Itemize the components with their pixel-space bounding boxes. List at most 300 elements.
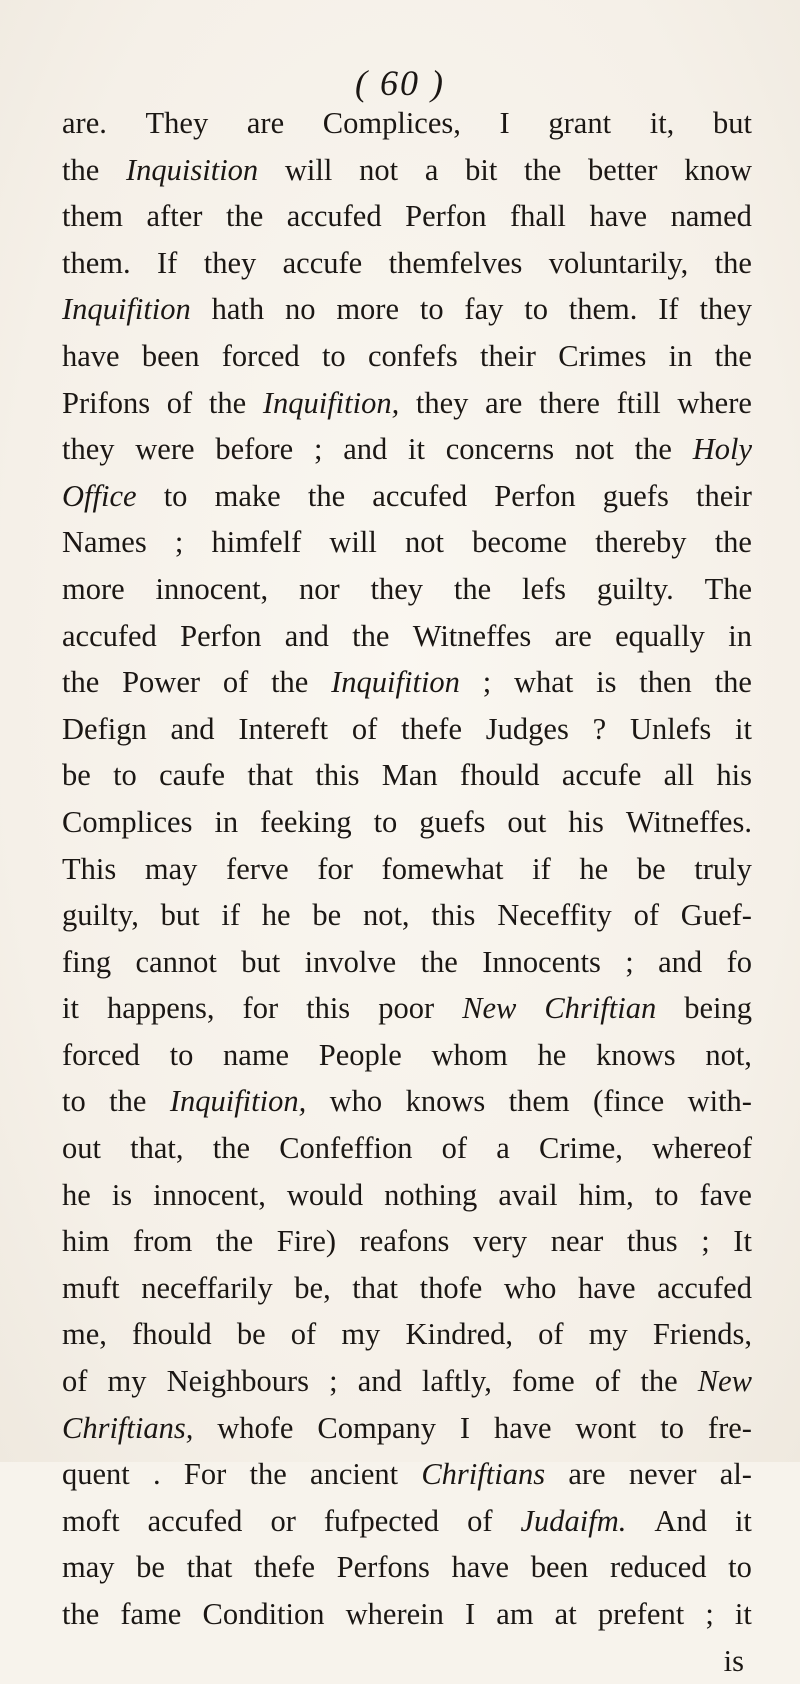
word: bit xyxy=(465,152,498,187)
word: Inquifition xyxy=(331,665,460,700)
word: all xyxy=(663,758,695,793)
word: they xyxy=(203,245,257,280)
word: the xyxy=(714,525,752,560)
word: thofe xyxy=(419,1270,483,1305)
word: innocent, xyxy=(155,571,269,606)
word: for xyxy=(242,991,279,1026)
word: If xyxy=(658,292,679,327)
word: I xyxy=(464,1597,476,1631)
word: before xyxy=(215,432,294,467)
word: fo xyxy=(726,944,752,979)
word: near xyxy=(550,1224,604,1259)
word: he xyxy=(261,898,291,933)
word: Crimes xyxy=(558,338,647,373)
word: he xyxy=(579,851,609,886)
word: it xyxy=(735,711,752,746)
text-line xyxy=(62,1405,752,1452)
word: Complices xyxy=(62,804,193,839)
text-line xyxy=(62,985,752,1032)
word: concerns xyxy=(445,432,555,467)
word: ferve xyxy=(226,851,289,886)
word: of xyxy=(290,1317,317,1352)
word: their xyxy=(480,338,536,373)
word: lefs xyxy=(522,571,567,606)
word: Friends, xyxy=(652,1317,752,1352)
word: wherein xyxy=(345,1597,444,1631)
word: Condition xyxy=(202,1597,325,1631)
word: more xyxy=(62,571,125,606)
word: to xyxy=(321,338,346,373)
word: are xyxy=(246,106,285,140)
word: ; xyxy=(705,1597,714,1631)
word: And xyxy=(654,1503,707,1538)
word: he xyxy=(537,1037,567,1072)
word: to xyxy=(524,292,548,327)
word: moft xyxy=(62,1503,120,1538)
word: and xyxy=(357,1364,402,1399)
word: there xyxy=(539,385,600,420)
word: Company xyxy=(317,1410,436,1445)
word: innocent, xyxy=(153,1177,266,1212)
word: him, xyxy=(578,1177,634,1212)
word: will xyxy=(284,152,333,187)
text-line xyxy=(62,240,752,287)
word: been xyxy=(530,1550,589,1585)
word: what xyxy=(514,665,574,700)
word: them. xyxy=(62,245,131,280)
word: to xyxy=(419,292,444,327)
word: with- xyxy=(687,1084,752,1119)
body-text xyxy=(62,100,752,1684)
word: of xyxy=(222,665,249,700)
text-line xyxy=(62,846,752,893)
word: fhould xyxy=(459,758,540,793)
word: named xyxy=(670,199,752,234)
word: accufed xyxy=(372,478,468,513)
word: am xyxy=(496,1597,534,1631)
text-line xyxy=(62,1638,752,1684)
word: Inquifition, xyxy=(262,385,400,420)
word: that xyxy=(186,1550,233,1585)
text-line xyxy=(62,892,752,939)
word: Office xyxy=(62,478,137,513)
word: are. xyxy=(62,106,107,140)
word: this xyxy=(306,991,351,1026)
word: the xyxy=(307,478,346,513)
text-line xyxy=(62,1544,752,1591)
word: not xyxy=(404,525,444,560)
word: Fire) xyxy=(276,1224,337,1259)
word: fome xyxy=(512,1364,575,1399)
word: this xyxy=(431,898,476,933)
word: the xyxy=(714,245,752,280)
word: Guef- xyxy=(680,898,752,933)
word: ftill xyxy=(616,385,661,420)
word: guilty, xyxy=(62,898,139,933)
text-line xyxy=(62,706,752,753)
word: feeking xyxy=(260,804,352,839)
word: Inquisition xyxy=(126,152,259,187)
word: quent xyxy=(62,1457,130,1492)
word: laftly, xyxy=(421,1364,492,1399)
word: confefs xyxy=(367,338,458,373)
text-line xyxy=(62,519,752,566)
word: whereof xyxy=(652,1131,752,1166)
text-line xyxy=(62,426,752,473)
word: a xyxy=(424,152,439,187)
word: Chriftians xyxy=(421,1457,546,1492)
word: For xyxy=(183,1457,227,1492)
word: not xyxy=(574,432,614,467)
word: If xyxy=(157,245,178,280)
word: ; xyxy=(701,1224,710,1259)
word: Judges xyxy=(485,711,569,746)
word: at xyxy=(554,1597,577,1631)
word: accufed xyxy=(286,199,382,234)
word: he xyxy=(62,1177,91,1212)
word: of xyxy=(351,711,378,746)
word: out xyxy=(507,804,547,839)
word: Prifons xyxy=(62,385,151,420)
word: them xyxy=(62,199,123,234)
word: and xyxy=(658,944,703,979)
word: have xyxy=(493,1410,552,1445)
word: of xyxy=(538,1317,564,1352)
text-line xyxy=(62,473,752,520)
text-line xyxy=(62,1498,752,1545)
word: their xyxy=(696,478,752,513)
word: avail xyxy=(498,1177,558,1212)
word: my xyxy=(588,1317,628,1352)
word: fave xyxy=(699,1177,752,1212)
word: be xyxy=(136,1550,165,1585)
text-line xyxy=(62,1265,752,1312)
word: I xyxy=(499,106,510,140)
word: become xyxy=(472,525,567,560)
word: knows xyxy=(405,1084,486,1119)
word: is xyxy=(723,1643,744,1678)
text-line xyxy=(62,100,752,147)
word: the xyxy=(109,1084,147,1119)
word: that xyxy=(352,1270,399,1305)
word: then xyxy=(639,665,692,700)
word: but xyxy=(241,944,281,979)
word: may xyxy=(144,851,198,886)
word: for xyxy=(317,851,353,886)
text-line xyxy=(62,1358,752,1405)
word: the xyxy=(62,1597,100,1631)
word: to xyxy=(373,804,398,839)
word: more xyxy=(336,292,399,327)
word: the xyxy=(634,432,672,467)
word: thereby xyxy=(595,525,687,560)
word: the xyxy=(62,152,100,187)
word: ancient xyxy=(310,1457,399,1492)
word: truly xyxy=(694,851,752,886)
word: if xyxy=(221,898,241,933)
word: Power xyxy=(122,665,201,700)
word: New xyxy=(462,991,517,1026)
word: never xyxy=(628,1457,697,1492)
word: the xyxy=(62,665,100,700)
text-line xyxy=(62,613,752,660)
word: they xyxy=(415,385,469,420)
word: accufed xyxy=(657,1270,752,1305)
word: of xyxy=(441,1131,468,1166)
word: are xyxy=(568,1457,606,1492)
word: to xyxy=(163,478,188,513)
word: not xyxy=(359,152,399,187)
word: they xyxy=(699,292,752,327)
word: are xyxy=(554,618,592,653)
word: but xyxy=(712,106,752,140)
word: fomewhat xyxy=(381,851,504,886)
word: the xyxy=(453,571,492,606)
text-line xyxy=(62,799,752,846)
word: fre- xyxy=(707,1410,752,1445)
text-line xyxy=(62,1032,752,1079)
word: make xyxy=(214,478,281,513)
text-line xyxy=(62,1451,752,1498)
word: Neceffity xyxy=(497,898,612,933)
word: wont xyxy=(575,1410,637,1445)
word: the xyxy=(249,1457,287,1492)
word: forced xyxy=(221,338,300,373)
text-line xyxy=(62,1218,752,1265)
word: me, xyxy=(62,1317,107,1352)
word: may xyxy=(62,1550,115,1585)
word: have xyxy=(451,1550,510,1585)
word: his xyxy=(716,758,752,793)
word: be xyxy=(312,898,342,933)
word: if xyxy=(532,851,551,886)
word: Innocents xyxy=(482,944,601,979)
word: who xyxy=(329,1084,383,1119)
text-line xyxy=(62,939,752,986)
word: I xyxy=(459,1410,471,1445)
word: Perfons xyxy=(336,1550,430,1585)
word: to xyxy=(62,1084,86,1119)
word: it xyxy=(62,991,79,1026)
word: Man xyxy=(381,758,438,793)
word: to xyxy=(169,1037,194,1072)
word: Chriftians, xyxy=(62,1410,194,1445)
word: Witneffes. xyxy=(625,804,752,839)
text-line xyxy=(62,1591,752,1638)
word: in xyxy=(728,618,752,653)
text-line xyxy=(62,1311,752,1358)
word: of xyxy=(166,385,193,420)
word: him xyxy=(62,1224,110,1259)
word: fame xyxy=(120,1597,182,1631)
word: Names xyxy=(62,525,147,560)
word: Complices, xyxy=(322,106,461,140)
word: neceffarily xyxy=(141,1270,273,1305)
word: be xyxy=(236,1317,266,1352)
word: it, xyxy=(649,106,675,140)
word: fhall xyxy=(510,199,566,234)
word: thus xyxy=(626,1224,678,1259)
word: fing xyxy=(62,944,112,979)
word: have xyxy=(577,1270,636,1305)
word: nor xyxy=(299,571,340,606)
word: guefs xyxy=(602,478,669,513)
word: but xyxy=(160,898,200,933)
word: the xyxy=(212,1131,250,1166)
word: ? xyxy=(592,711,607,746)
word: guilty. xyxy=(596,571,674,606)
word: Intereft xyxy=(238,711,329,746)
word: voluntarily, xyxy=(548,245,689,280)
word: Crime, xyxy=(539,1131,623,1166)
word: to xyxy=(654,1177,679,1212)
word: a xyxy=(496,1131,510,1166)
word: The xyxy=(704,571,752,606)
word: they xyxy=(370,571,424,606)
text-line xyxy=(62,380,752,427)
word: not, xyxy=(705,1037,752,1072)
word: the xyxy=(208,385,247,420)
word: my xyxy=(341,1317,381,1352)
word: it xyxy=(734,1597,752,1631)
word: whofe xyxy=(217,1410,294,1445)
word: the xyxy=(215,1224,254,1259)
word: accufe xyxy=(282,245,363,280)
word: poor xyxy=(378,991,435,1026)
word: grant xyxy=(548,106,612,140)
text-line xyxy=(62,1078,752,1125)
word: be xyxy=(636,851,666,886)
word: to xyxy=(113,758,137,793)
word: Defign xyxy=(62,711,147,746)
word: Perfon xyxy=(405,199,487,234)
word: prefent xyxy=(597,1597,685,1631)
word: It xyxy=(733,1224,752,1259)
word: in xyxy=(668,338,693,373)
word: the xyxy=(640,1364,678,1399)
word: been xyxy=(141,338,200,373)
word: them xyxy=(508,1084,570,1119)
word: are xyxy=(485,385,523,420)
word: fay xyxy=(464,292,504,327)
word: ; xyxy=(482,665,492,700)
word: his xyxy=(568,804,604,839)
word: of xyxy=(633,898,660,933)
word: or xyxy=(270,1503,296,1538)
word: ; xyxy=(625,944,634,979)
word: the xyxy=(714,665,752,700)
word: no xyxy=(284,292,316,327)
word: accufe xyxy=(561,758,642,793)
word: thefe xyxy=(401,711,463,746)
word: involve xyxy=(304,944,397,979)
word: (fince xyxy=(593,1084,665,1119)
word: muft xyxy=(62,1270,120,1305)
word: have xyxy=(62,338,120,373)
word: in xyxy=(214,804,239,839)
word: Perfon xyxy=(494,478,576,513)
word: thefe xyxy=(254,1550,315,1585)
text-line xyxy=(62,333,752,380)
word: nothing xyxy=(384,1177,478,1212)
word: the xyxy=(524,152,562,187)
word: Perfon xyxy=(180,618,262,653)
word: accufed xyxy=(62,618,157,653)
word: of xyxy=(467,1503,493,1538)
word: where xyxy=(677,385,752,420)
word: Inquifition, xyxy=(169,1084,307,1119)
word: happens, xyxy=(106,991,215,1026)
text-line xyxy=(62,147,752,194)
word: out xyxy=(62,1131,101,1166)
word: to xyxy=(728,1550,752,1585)
word: after xyxy=(146,199,203,234)
word: whom xyxy=(431,1037,508,1072)
word: who xyxy=(503,1270,557,1305)
word: Judaifm. xyxy=(520,1503,627,1538)
word: equally xyxy=(615,618,705,653)
word: it xyxy=(408,432,425,467)
text-line xyxy=(62,286,752,333)
word: were xyxy=(135,432,195,467)
word: be, xyxy=(294,1270,331,1305)
word: the xyxy=(714,338,752,373)
word: from xyxy=(133,1224,193,1259)
word: be xyxy=(62,758,91,793)
word: the xyxy=(271,665,309,700)
word: Holy xyxy=(692,432,752,467)
word: it xyxy=(734,1503,752,1538)
word: name xyxy=(223,1037,290,1072)
word: my xyxy=(107,1364,147,1399)
word: would xyxy=(286,1177,364,1212)
word: fufpected xyxy=(323,1503,440,1538)
word: Witneffes xyxy=(412,618,532,653)
word: and xyxy=(284,618,329,653)
text-line xyxy=(62,566,752,613)
word: al- xyxy=(719,1457,752,1492)
word: know xyxy=(684,152,752,187)
text-line xyxy=(62,1125,752,1172)
word: forced xyxy=(62,1037,140,1072)
word: that, xyxy=(130,1131,184,1166)
word: hath xyxy=(211,292,265,327)
word: Chriftian xyxy=(544,991,657,1026)
text-line xyxy=(62,752,752,799)
word: fhould xyxy=(132,1317,212,1352)
word: reduced xyxy=(609,1550,707,1585)
text-line xyxy=(62,1172,752,1219)
word: will xyxy=(329,525,377,560)
word: caufe xyxy=(159,758,226,793)
word: accufed xyxy=(147,1503,243,1538)
word: and xyxy=(343,432,388,467)
word: very xyxy=(472,1224,528,1259)
text-line xyxy=(62,193,752,240)
word: the xyxy=(225,199,264,234)
word: himfelf xyxy=(211,525,302,560)
word: reafons xyxy=(359,1224,450,1259)
word: Kindred, xyxy=(405,1317,514,1352)
word: better xyxy=(588,152,658,187)
word: of xyxy=(62,1364,88,1399)
word: that xyxy=(247,758,294,793)
word: New xyxy=(697,1364,752,1399)
word: ; xyxy=(313,432,323,467)
word: themfelves xyxy=(388,245,523,280)
word: them. xyxy=(568,292,638,327)
word: Neighbours xyxy=(166,1364,309,1399)
